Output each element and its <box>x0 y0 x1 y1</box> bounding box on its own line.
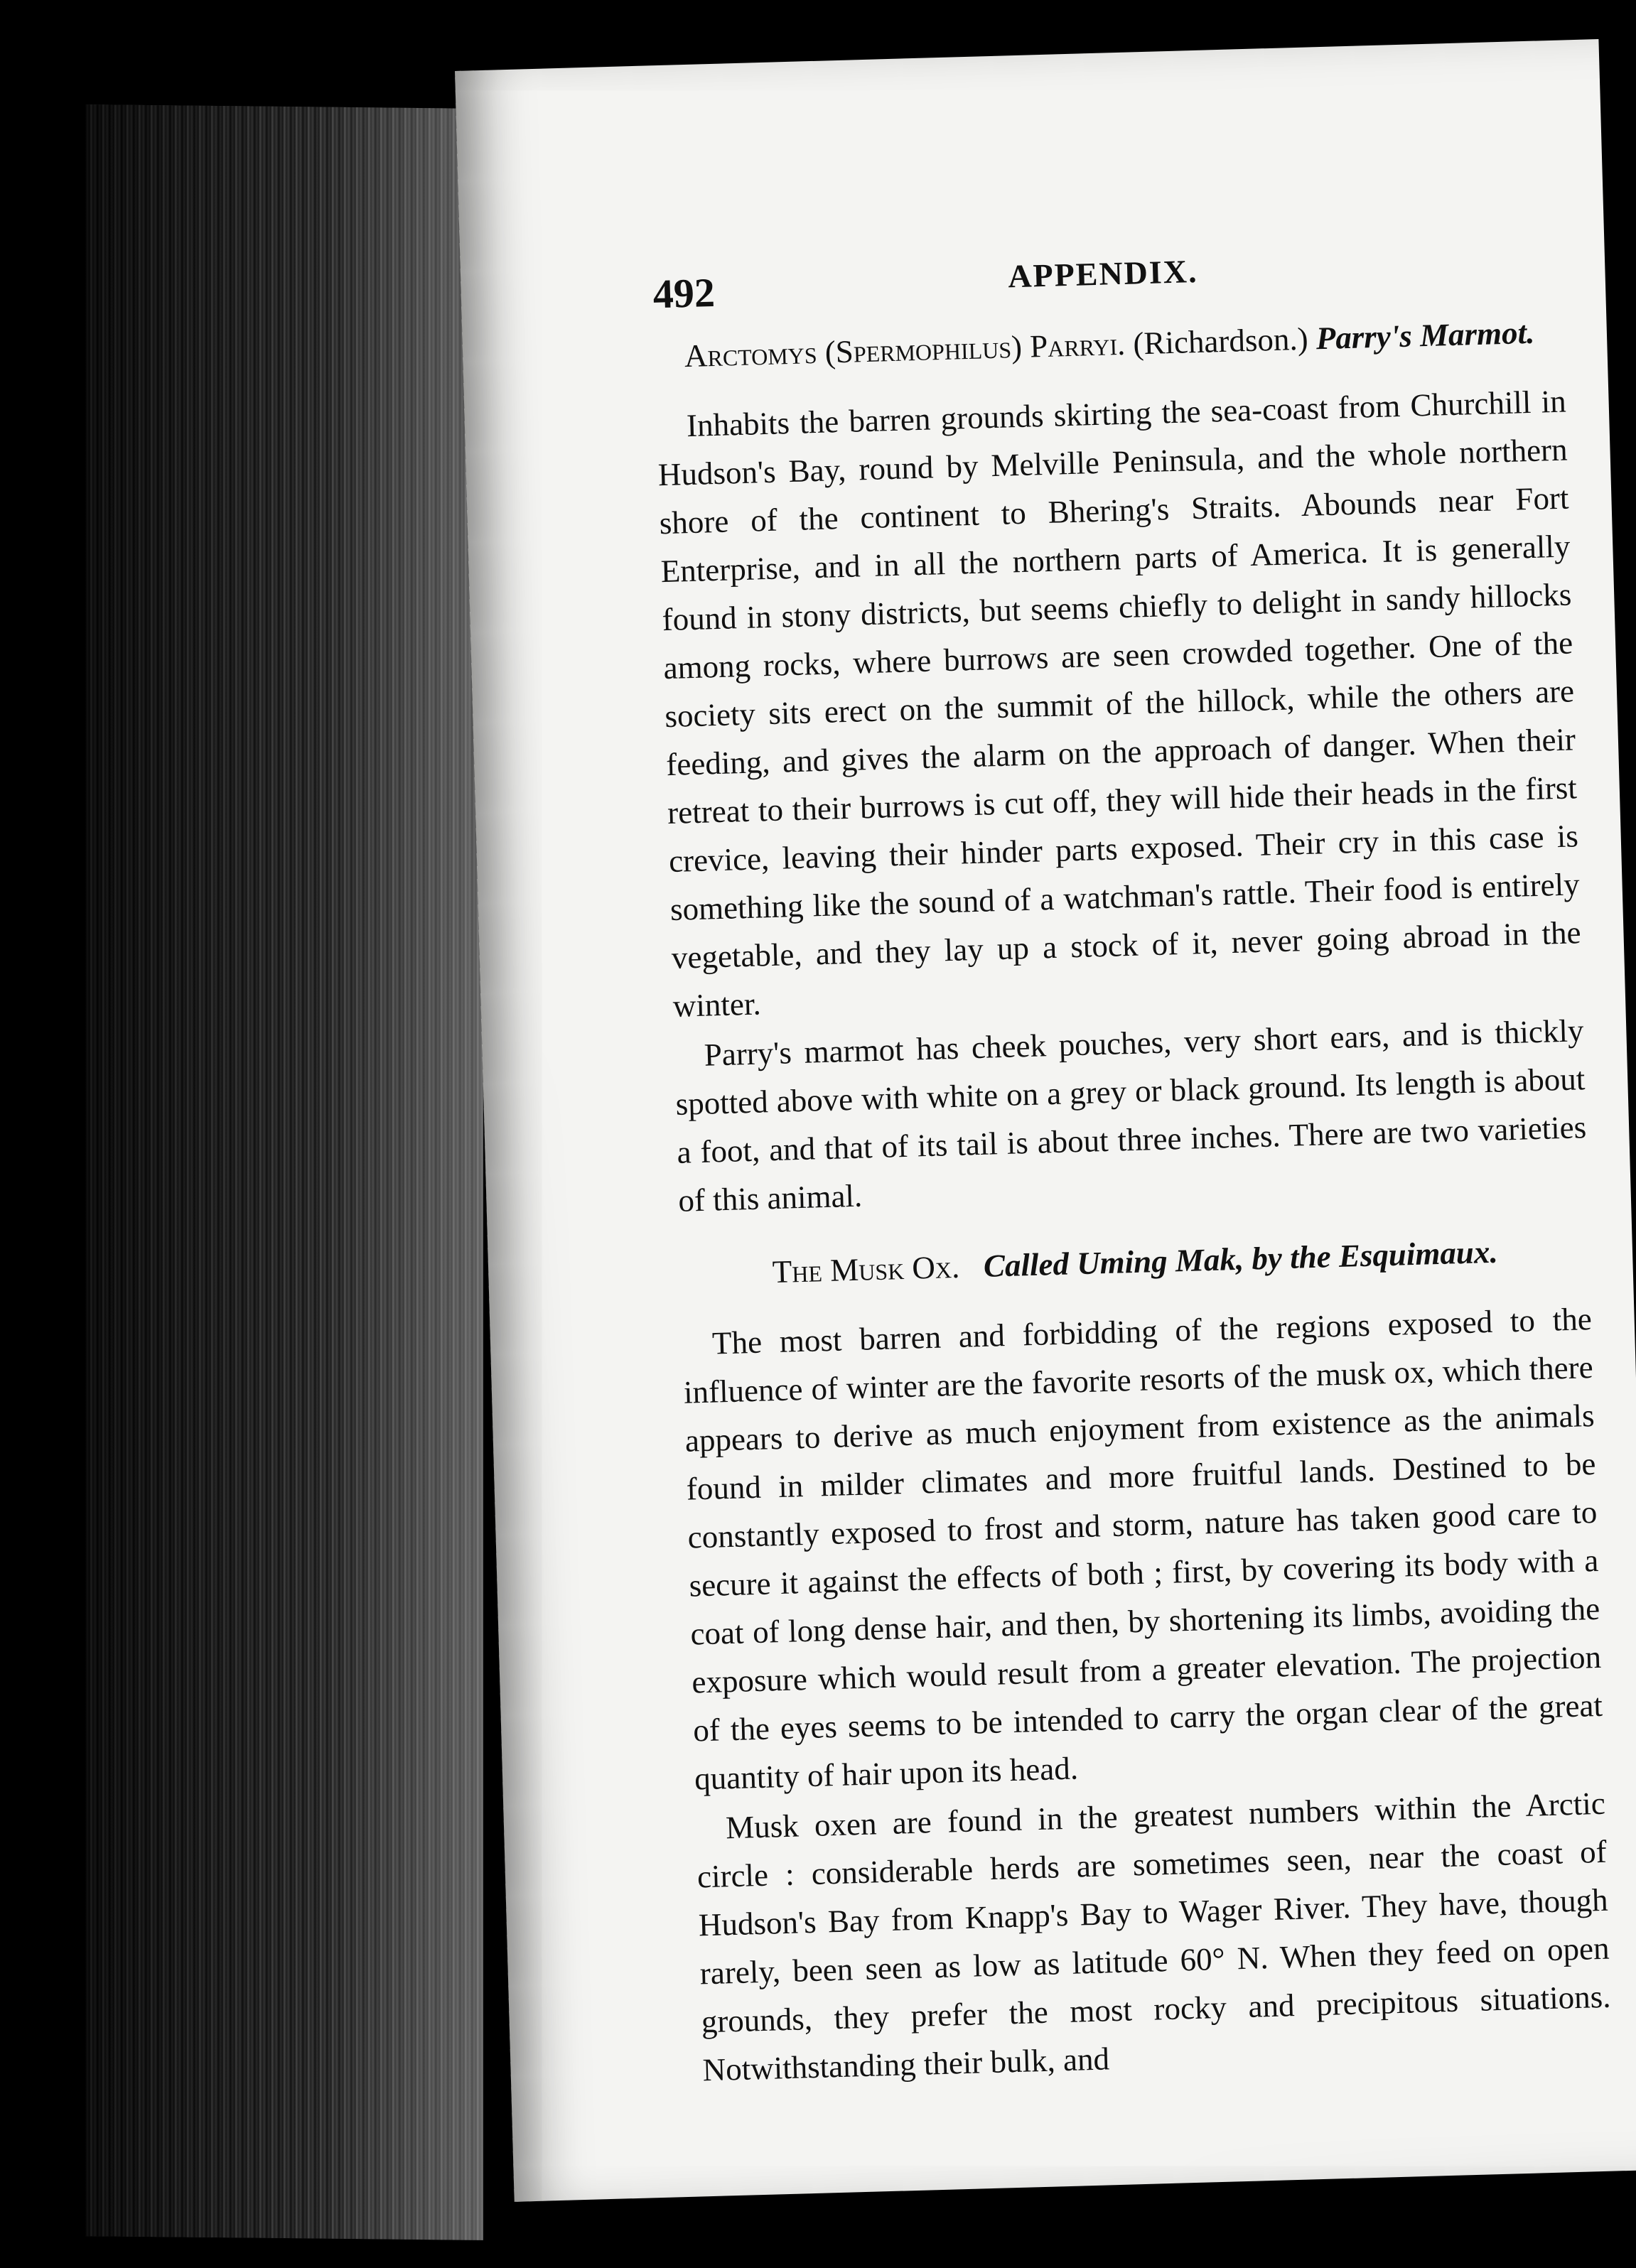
heading-species: Parryi. <box>1029 325 1126 364</box>
heading-genus: Arctomys <box>684 334 818 374</box>
paragraph: The most barren and forbidding of the regions exposed to the influence of winter are the favorite resorts of the musk ox, which there appears to derive as much enjoyment from existence as the animals found in milder climates and more fruitful lands. Destined to be constantly exposed to frost and storm, nature has taken good care to secure it against the effects of both ; first, by covering its body with a coat of long dense hair, and then, by shortening its limbs, avoiding the exposure which would result from a greater elevation. The projection of the eyes seems to be intended to carry the organ clear of the great quantity of hair upon its head. <box>683 1301 1603 1797</box>
heading-authority: (Richardson.) <box>1132 320 1309 362</box>
heading-name: The Musk Ox. <box>772 1248 960 1290</box>
heading-common-name: Parry's Marmot. <box>1315 314 1535 357</box>
paragraph: Musk oxen are found in the greatest numbers within the Arctic circle : considerable herds are sometimes seen, near the coast of Hudson's Bay from Knapp's Bay to Wager River. They have, though rarely, been seen as low as latitude 60° N. When they feed on open grounds, they prefer the most rocky and precipitous situations. Notwithstanding their bulk, and <box>696 1785 1611 2088</box>
running-title: APPENDIX. <box>1007 252 1199 295</box>
book-page-edges <box>85 104 483 2240</box>
book-page <box>455 39 1636 2202</box>
paragraph: Parry's marmot has cheek pouches, very short ears, and is thickly spotted above with white on a grey or black ground. Its length is about a foot, and that of its tail is about three inches. There are two varieties of this animal. <box>675 1012 1587 1219</box>
heading-subgenus: (Spermophilus) <box>824 328 1023 370</box>
page-content <box>652 232 1613 2095</box>
paragraph: Inhabits the barren grounds skirting the sea-coast from Churchill in Hudson's Bay, round by Melville Peninsula, and the whole northern shore of the continent to Bhering's Straits. Abounds near Fort Enterprise, and in all the northern parts of America. It is generally found in stony districts, but seems chiefly to delight in sandy hillocks among rocks, where burrows are seen crowded together. One of the society sits erect on the summit of the hillock, while the others are feeding, and gives the alarm on the approach of danger. When their retreat to their burrows is cut off, they will hide their heads in the first crevice, leaving their hinder parts exposed. Their cry in this case is something like the sound of a watchman's rattle. Their food is entirely vegetable, and they lay up a stock of it, never going abroad in the winter. <box>657 383 1582 1024</box>
page-number: 492 <box>652 269 716 318</box>
heading-note: Called Uming Mak, by the Esquimaux. <box>983 1233 1499 1284</box>
